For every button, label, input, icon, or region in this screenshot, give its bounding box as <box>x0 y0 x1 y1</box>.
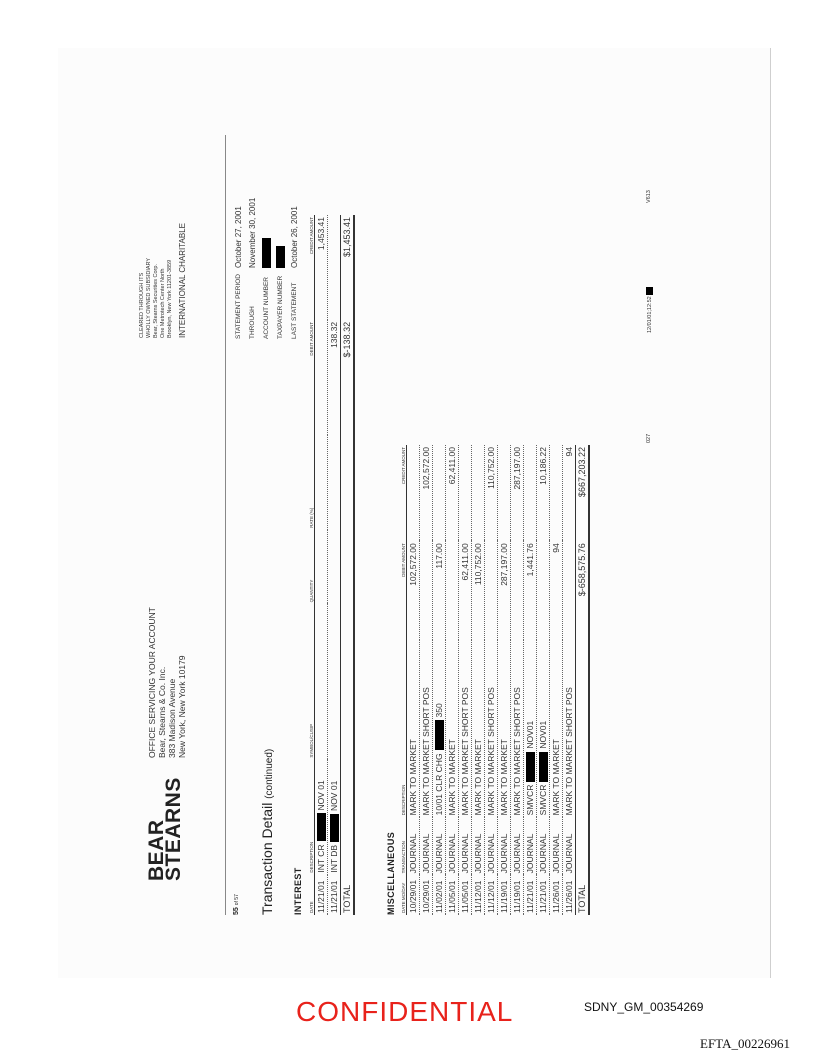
redaction-box <box>526 752 535 782</box>
efta-number: EFTA_00226961 <box>700 1036 790 1051</box>
footer-timestamp: 12/01/01;12:52 <box>646 287 653 333</box>
redaction-box <box>262 238 271 268</box>
table-row: 11/05/01 JOURNAL MARK TO MARKET 62,411.00 <box>447 447 457 913</box>
page-title: Transaction Detail (continued) <box>259 748 275 915</box>
office-address <box>147 607 187 758</box>
table-row: 11/21/01 INT CRNOV 01 1,453.41 <box>315 217 326 913</box>
table-row: 11/12/01 JOURNAL MARK TO MARKET 110,752.00 <box>472 445 485 915</box>
misc-heading: MISCELLANEOUS <box>386 831 396 915</box>
office-line: New York, New York 10179 <box>177 655 187 758</box>
table-row: 10/29/01 JOURNAL MARK TO MARKET SHORT POS 102,572.00 <box>421 447 431 913</box>
total-row: TOTAL $-658,575.76 $667,203.22 <box>577 447 587 913</box>
table-row: 11/21/01 JOURNAL SMVCRNOV01 1,441.76 <box>524 445 537 915</box>
clearing-address: CLEARED THROUGH ITS WHOLLY OWNED SUBSIDIARY Bear, Stearns Securities Corp. One Metrotech Center North Brooklyn, New York 11201-3859 INTERNATIONAL CHARITABLE <box>139 223 187 338</box>
table-row: 10/29/01 JOURNAL MARK TO MARKET 102,572.00 <box>407 445 420 915</box>
confidential-stamp: CONFIDENTIAL <box>296 996 514 1027</box>
table-row: 11/05/01 JOURNAL MARK TO MARKET SHORT POS 62,411.00 <box>459 445 472 915</box>
table-row: 11/26/01 JOURNAL MARK TO MARKET 94 <box>550 445 563 915</box>
header-divider <box>225 135 226 915</box>
table-row: 11/19/01 JOURNAL MARK TO MARKET SHORT POS 287,197.00 <box>512 447 522 913</box>
table-row: 11/19/01 JOURNAL MARK TO MARKET 287,197.00 <box>498 445 511 915</box>
total-row: TOTAL $-138.32 $1,453.41 <box>342 217 352 913</box>
bear-stearns-logo: BEAR STEARNS <box>145 777 185 881</box>
redaction-box <box>646 287 653 295</box>
redaction-box <box>276 246 285 268</box>
table-row: 11/02/01 JOURNAL 10/01 CLR CHG350 117.00 <box>433 445 446 915</box>
redaction-box <box>539 752 548 782</box>
redaction-box <box>435 720 444 750</box>
footer-code-2: V613 <box>646 190 652 203</box>
interest-heading: INTEREST <box>293 867 303 915</box>
footer-code: 027 <box>646 433 652 443</box>
table-row: 11/12/01 JOURNAL MARK TO MARKET SHORT POS 110,752.00 <box>486 447 496 913</box>
misc-table: DATE MO/DAY TRANSACTION DESCRIPTION DEBIT AMOUNT CREDIT AMOUNT 10/29/01 JOURNAL MARK TO MARKET 102,572.00 10/29/01 JOURNAL MARK TO MARKET SHORT POS 102,572.00 11/02/01 JOURNAL 10/01 CLR CHG350 117.00 11/05/01 JOURNAL MARK TO MARKET 62,411.00 11/05/01 JOURNAL MARK TO MARKET SHORT POS 62,411.00 11/12/01 JOURNAL MARK TO MARKET 110,752.00 11/12/01 JOURNAL MARK TO MARKET SHORT POS 110,752.00 11/19/01 JOURNAL MARK TO MARKET 287,197.00 11/19/01 JOURNAL MARK TO MARKET SHORT POS 287,197.00 11/21/01 JOURNAL SMVCRNOV01 1,441.76 11/21/01 JOURNAL SMVCRNOV01 10,186.22 11/26/01 JOURNAL MARK TO MARKET 94 11/26/01 JOURNAL MARK TO MARKET SHORT POS 94 TOTAL $-658,575.76 $667,203.22 <box>401 447 587 913</box>
rotated-statement <box>133 113 683 943</box>
table-row: 11/26/01 JOURNAL MARK TO MARKET SHORT POS 94 <box>564 447 574 913</box>
interest-table: DATE DESCRIPTION SYMBOL/CUSIP QUANTITY RATE (%) DEBIT AMOUNT CREDIT AMOUNT 11/21/01 INT CRNOV 01 1,453.41 11/21/01 INT DBNOV 01 138.32 TOTAL $-138.32 $1,453.41 <box>309 217 352 913</box>
table-row: 11/21/01 JOURNAL SMVCRNOV01 10,186.22 <box>537 447 548 913</box>
account-name: INTERNATIONAL CHARITABLE <box>178 223 187 338</box>
office-line: OFFICE SERVICING YOUR ACCOUNT <box>147 607 157 758</box>
redaction-box <box>330 814 339 842</box>
office-line: Bear, Stearns & Co. Inc. <box>157 666 167 758</box>
table-row: 11/21/01 INT DBNOV 01 138.32 <box>328 215 341 915</box>
page-number: 55 of 57 <box>233 894 240 915</box>
office-line: 383 Madison Avenue <box>167 678 177 758</box>
bates-number: SDNY_GM_00354269 <box>584 1000 704 1014</box>
statement-info: STATEMENT PERIOD October 27, 2001 THROUGH November 30, 2001 ACCOUNT NUMBER TAXPAYER NUMBER LAST STATEMENT October 26, 2001 <box>234 197 299 339</box>
redaction-box <box>317 813 326 841</box>
